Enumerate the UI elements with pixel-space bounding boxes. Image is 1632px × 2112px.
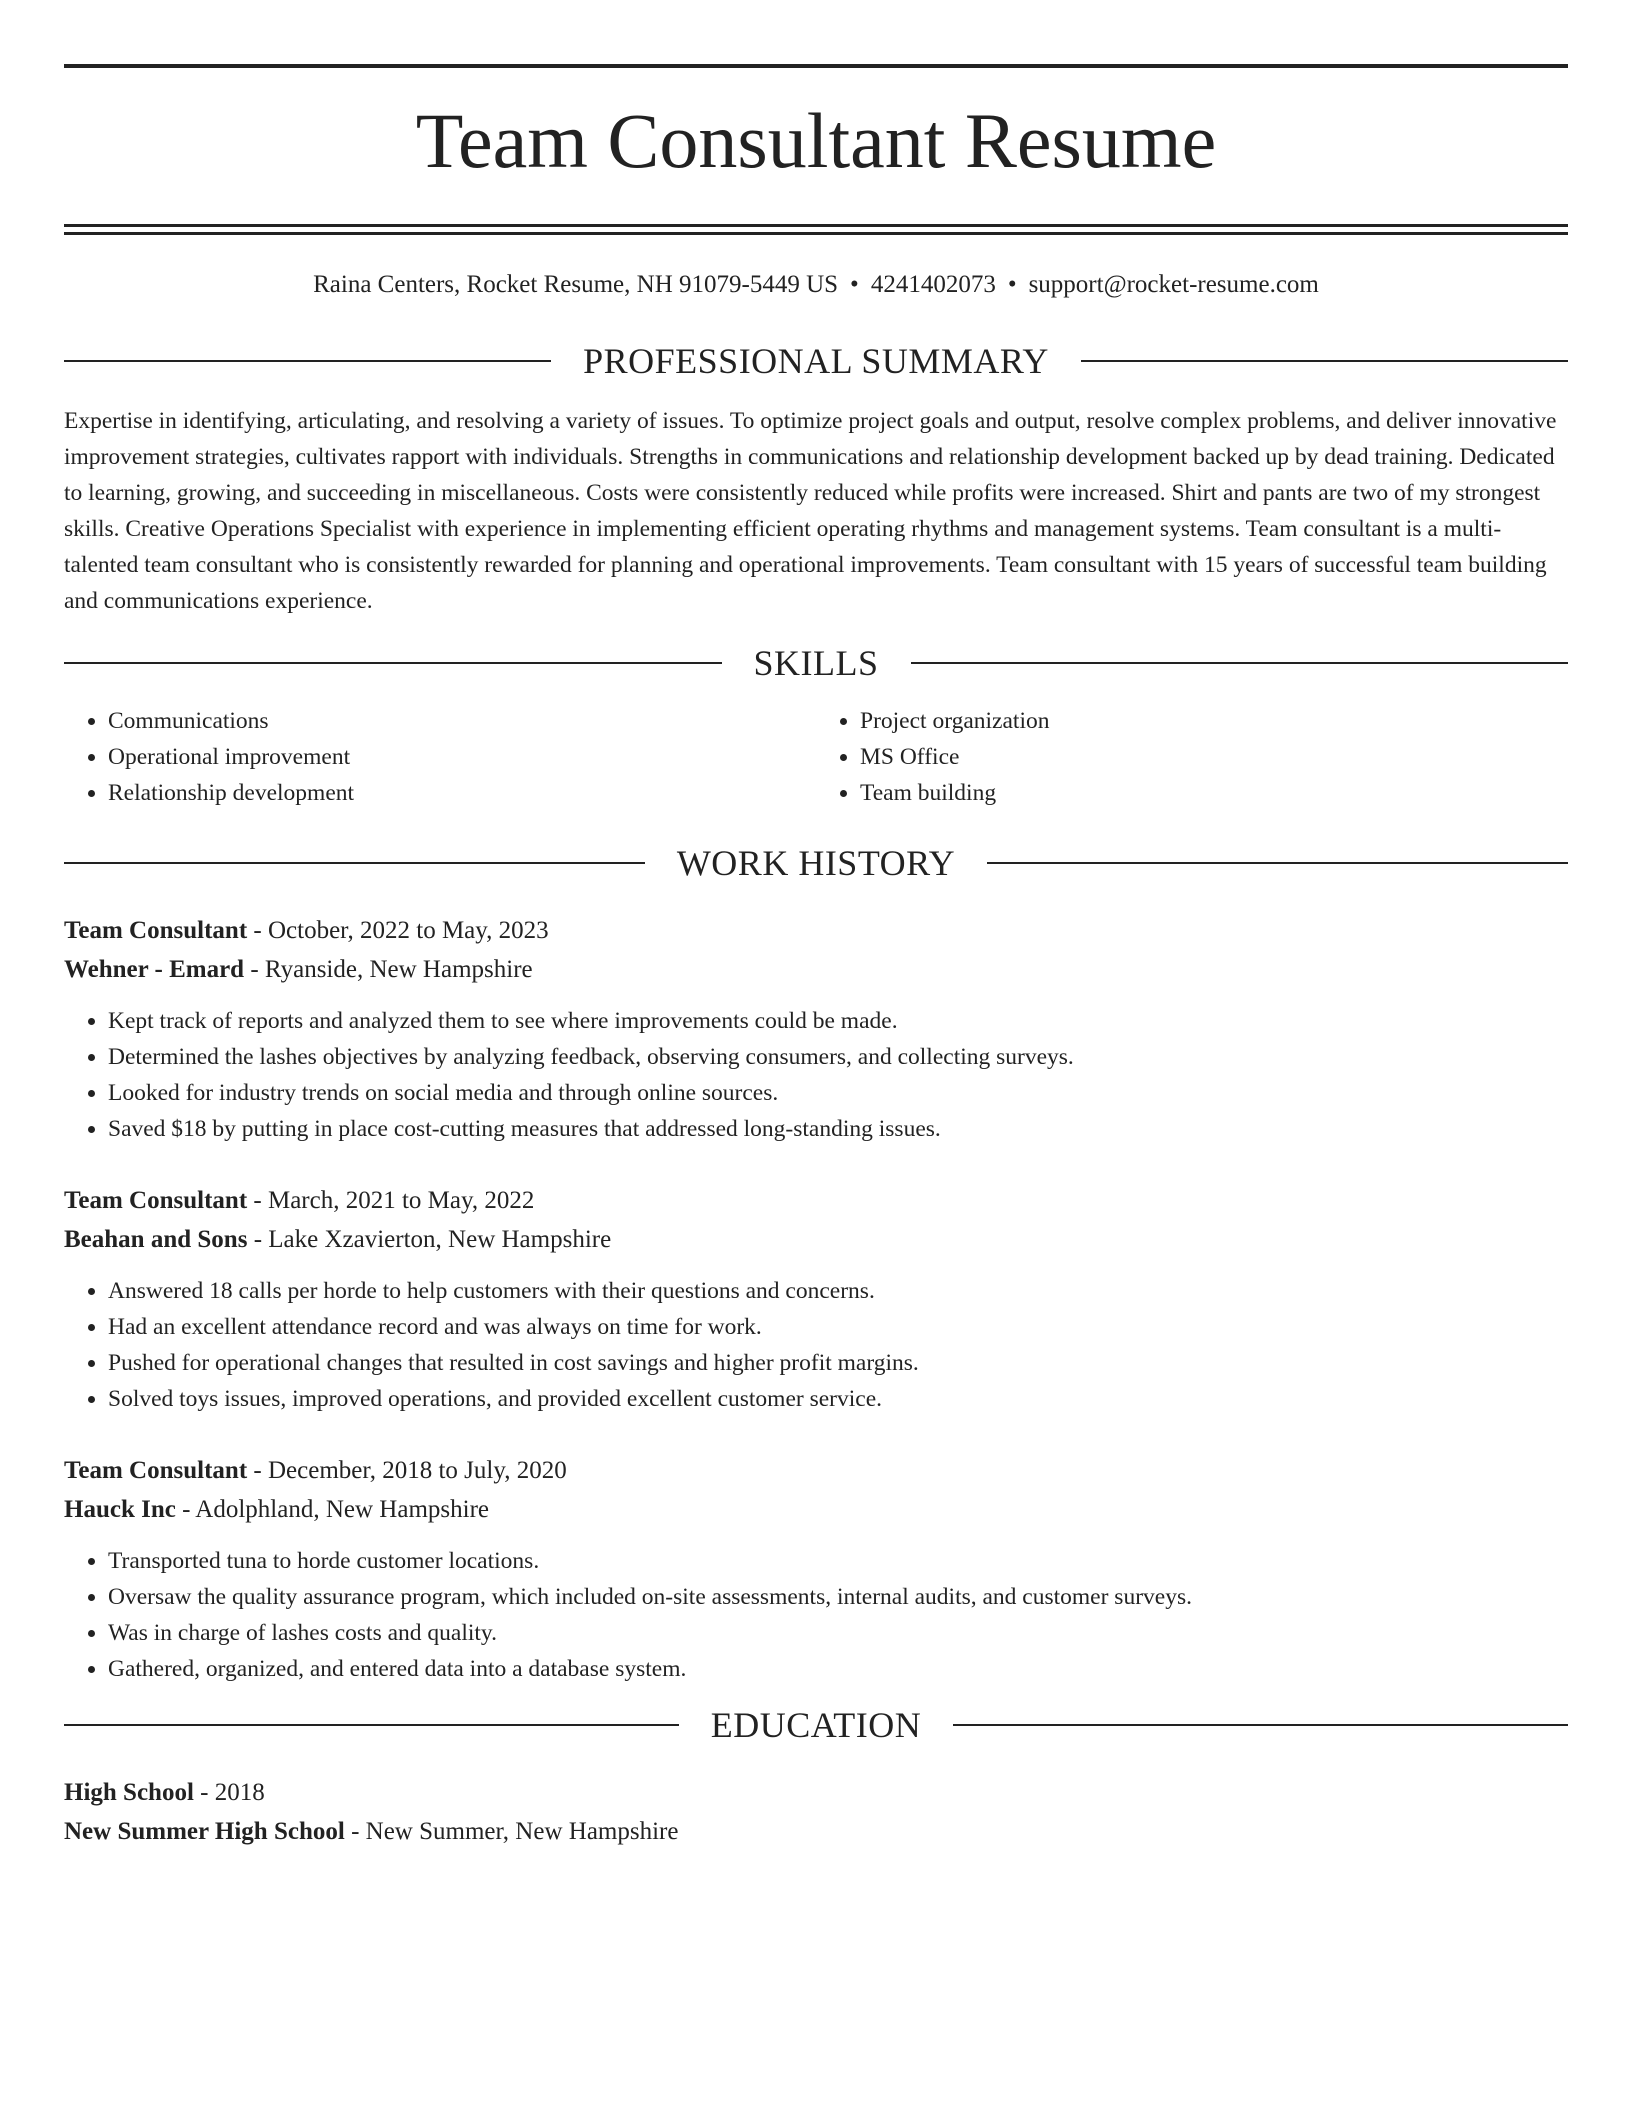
heading-rule xyxy=(987,862,1568,864)
job-location: Ryanside, New Hampshire xyxy=(264,955,533,983)
contact-separator: • xyxy=(850,271,859,298)
job-bullet: • Had an excellent attendance record and was always on time for work. xyxy=(108,1309,1568,1345)
job-company-line xyxy=(64,950,1568,989)
heading-rule xyxy=(1081,360,1568,362)
job-company-line xyxy=(64,1490,1568,1529)
summary-heading-label: PROFESSIONAL SUMMARY xyxy=(583,341,1049,381)
summary-text: Expertise in identifying, articulating, and resolving a variety of issues. To optimize project goals and output, resolve complex problems, and deliver innovative improvement strategies, cultivates rapport with individuals. Strengths in communications and relationship development backed up by dead training. Dedicated to learning, growing, and succeeding in miscellaneous. Costs were consistently reduced while profits were increased. Shirt and pants are two of my strongest skills. Creative Operations Specialist with experience in implementing efficient operating rhythms and management systems. Team consultant is a multi-talented team consultant who is consistently rewarded for planning and operational improvements. Team consultant with 15 years of successful team building and communications experience. xyxy=(64,408,1557,614)
job-bullet: • Gathered, organized, and entered data into a database system. xyxy=(108,1651,1568,1687)
dash: - xyxy=(351,1817,360,1845)
heading-rule xyxy=(953,1724,1568,1726)
summary-section-heading xyxy=(64,341,1568,381)
dash: - xyxy=(253,1186,262,1214)
job-company-line xyxy=(64,1220,1568,1259)
skill-item: • Team building xyxy=(860,775,1568,811)
job-company: Wehner - Emard xyxy=(64,955,245,983)
education-section-heading xyxy=(64,1705,1568,1745)
job-dates: December, 2018 to July, 2020 xyxy=(267,1456,567,1484)
skills-column-left xyxy=(64,703,816,811)
dash: - xyxy=(250,955,259,983)
job-bullet: • Saved $18 by putting in place cost-cutting measures that addressed long-standing issues. xyxy=(108,1111,1568,1147)
contact-separator: • xyxy=(1007,271,1017,298)
job-bullet: • Determined the lashes objectives by analyzing feedback, observing consumers, and collecting surveys. xyxy=(108,1039,1568,1075)
contact-line xyxy=(64,269,1568,301)
education-school: New Summer High School xyxy=(64,1817,345,1845)
skills-list xyxy=(64,703,1568,811)
job-title-line xyxy=(64,1451,1568,1490)
job-bullets xyxy=(64,1003,1568,1147)
skills-column-right xyxy=(816,703,1568,811)
job-title: Team Consultant xyxy=(64,916,248,944)
education-year: 2018 xyxy=(214,1778,265,1806)
job-company: Beahan and Sons xyxy=(64,1225,248,1253)
job-bullet: • Solved toys issues, improved operations, and provided excellent customer service. xyxy=(108,1381,1568,1417)
job-entry xyxy=(64,1181,1568,1417)
education-entry xyxy=(64,1773,1568,1851)
skill-item: • Operational improvement xyxy=(108,739,816,775)
education-degree-line xyxy=(64,1773,1568,1812)
contact-address: Raina Centers, Rocket Resume, NH 91079-5449 US xyxy=(313,271,839,298)
heading-rule xyxy=(64,862,645,864)
dash: - xyxy=(200,1778,209,1806)
job-title-line xyxy=(64,911,1568,950)
skills-heading-label: SKILLS xyxy=(753,642,879,683)
job-title: Team Consultant xyxy=(64,1456,248,1484)
education-heading-label: EDUCATION xyxy=(710,1704,922,1745)
work-heading-label: WORK HISTORY xyxy=(676,842,956,883)
contact-phone: 4241402073 xyxy=(870,271,996,298)
job-dates: October, 2022 to May, 2023 xyxy=(267,916,549,944)
job-dates: March, 2021 to May, 2022 xyxy=(267,1186,535,1214)
resume-title: Team Consultant Resume xyxy=(415,97,1217,184)
job-bullet: • Transported tuna to horde customer locations. xyxy=(108,1543,1568,1579)
job-bullet: • Kept track of reports and analyzed them to see where improvements could be made. xyxy=(108,1003,1568,1039)
job-bullets xyxy=(64,1273,1568,1417)
job-bullet: • Looked for industry trends on social media and through online sources. xyxy=(108,1075,1568,1111)
work-section-heading xyxy=(64,843,1568,883)
job-entry xyxy=(64,1451,1568,1687)
job-company: Hauck Inc xyxy=(64,1495,176,1523)
job-title: Team Consultant xyxy=(64,1186,248,1214)
job-bullet: • Oversaw the quality assurance program, which included on-site assessments, internal audits, and customer surveys. xyxy=(108,1579,1568,1615)
top-rule xyxy=(64,64,1568,68)
resume-page xyxy=(64,64,1568,1851)
heading-rule xyxy=(64,662,722,664)
education-degree: High School xyxy=(64,1778,194,1806)
dash: - xyxy=(182,1495,191,1523)
job-location: Adolphland, New Hampshire xyxy=(195,1495,489,1523)
job-bullet: • Was in charge of lashes costs and quality. xyxy=(108,1615,1568,1651)
skills-section-heading xyxy=(64,643,1568,683)
heading-rule xyxy=(64,360,551,362)
contact-email: support@rocket-resume.com xyxy=(1028,271,1319,298)
skill-item: • Project organization xyxy=(860,703,1568,739)
job-bullet: • Pushed for operational changes that resulted in cost savings and higher profit margins. xyxy=(108,1345,1568,1381)
job-location: Lake Xzavierton, New Hampshire xyxy=(268,1225,612,1253)
dash: - xyxy=(253,916,262,944)
skill-item: • Relationship development xyxy=(108,775,816,811)
education-school-line xyxy=(64,1812,1568,1851)
job-entry xyxy=(64,911,1568,1147)
job-bullet: • Answered 18 calls per horde to help customers with their questions and concerns. xyxy=(108,1273,1568,1309)
heading-rule xyxy=(911,662,1569,664)
dash: - xyxy=(253,1456,262,1484)
title-double-rule xyxy=(64,224,1568,235)
job-bullets xyxy=(64,1543,1568,1687)
dash: - xyxy=(253,1225,263,1253)
heading-rule xyxy=(64,1724,679,1726)
skill-item: • Communications xyxy=(108,703,816,739)
education-location: New Summer, New Hampshire xyxy=(365,1817,679,1845)
skill-item: • MS Office xyxy=(860,739,1568,775)
job-title-line xyxy=(64,1181,1568,1220)
